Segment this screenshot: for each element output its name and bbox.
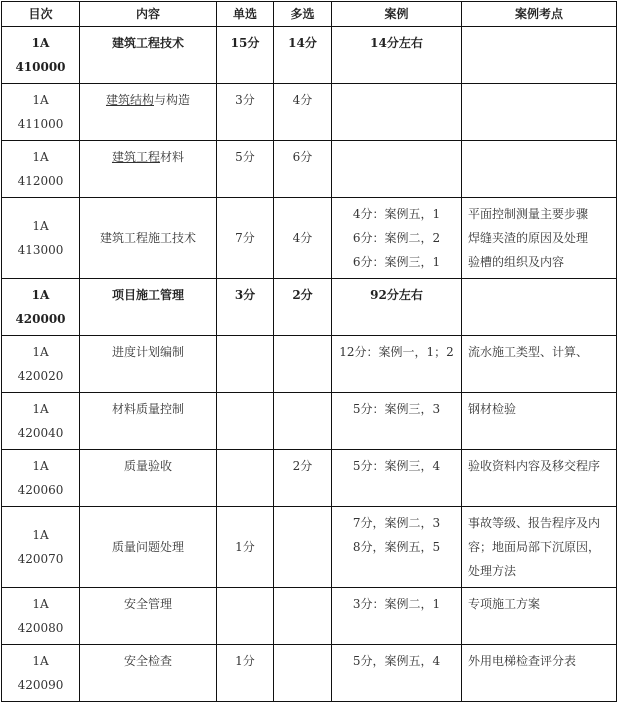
code-prefix: 1A (31, 36, 50, 50)
single-choice-cell: 7分 (217, 198, 274, 279)
content-cell (80, 141, 217, 198)
cases-cell (332, 450, 462, 507)
cases-cell (332, 27, 462, 84)
table-row (2, 198, 617, 279)
single-choice-cell: 15分 (217, 27, 274, 84)
points-cell (462, 393, 617, 450)
single-choice-cell: 1分 (217, 507, 274, 588)
code-cell (2, 450, 80, 507)
points-cell (462, 588, 617, 645)
table-row (2, 27, 617, 84)
code-number: 420090 (17, 678, 64, 692)
code-prefix: 1A (32, 402, 49, 416)
exam-summary-table (1, 1, 617, 702)
header-points: 案例考点 (462, 2, 617, 27)
cases-cell (332, 336, 462, 393)
header-code: 目次 (2, 2, 80, 27)
case-line: 6分：案例三，1 (352, 255, 441, 269)
points-cell (462, 84, 617, 141)
single-choice-cell (217, 393, 274, 450)
code-cell (2, 645, 80, 702)
cases-cell (332, 198, 462, 279)
code-prefix: 1A (32, 654, 49, 668)
cases-cell (332, 393, 462, 450)
point-line: 容；地面局部下沉原因， (468, 540, 601, 554)
single-choice-cell (217, 336, 274, 393)
code-cell (2, 141, 80, 198)
case-line: 14分左右 (370, 36, 423, 50)
point-line: 焊缝夹渣的原因及处理 (468, 231, 589, 245)
code-number: 420060 (17, 483, 64, 497)
code-number: 413000 (17, 243, 64, 257)
points-cell (462, 279, 617, 336)
case-line: 92分左右 (370, 288, 423, 302)
case-line: 12分：案例一，1；2 (339, 345, 454, 359)
table-row (2, 336, 617, 393)
single-choice-cell: 3分 (217, 279, 274, 336)
case-line: 4分：案例五，1 (352, 207, 441, 221)
table-row (2, 645, 617, 702)
content-link[interactable]: 建筑工程 (111, 150, 160, 164)
points-cell (462, 198, 617, 279)
code-number: 420040 (17, 426, 64, 440)
case-line: 5分：案例三，3 (352, 402, 441, 416)
code-prefix: 1A (32, 459, 49, 473)
points-cell (462, 507, 617, 588)
point-line: 验收资料内容及移交程序 (468, 459, 601, 473)
code-prefix: 1A (32, 528, 49, 542)
case-line: 6分：案例二，2 (352, 231, 441, 245)
multi-choice-cell: 2分 (274, 450, 332, 507)
table-row (2, 84, 617, 141)
point-line: 流水施工类型、计算、 (468, 345, 589, 359)
code-number: 410000 (15, 60, 66, 74)
header-cases: 案例 (332, 2, 462, 27)
content-cell: 建筑工程技术 (80, 27, 217, 84)
code-prefix: 1A (32, 345, 49, 359)
code-number: 412000 (17, 174, 64, 188)
multi-choice-cell: 14分 (274, 27, 332, 84)
cases-cell (332, 279, 462, 336)
points-cell (462, 450, 617, 507)
code-number: 420070 (17, 552, 64, 566)
multi-choice-cell (274, 588, 332, 645)
single-choice-cell: 1分 (217, 645, 274, 702)
code-cell (2, 507, 80, 588)
multi-choice-cell: 6分 (274, 141, 332, 198)
point-line: 钢材检验 (468, 402, 517, 416)
point-line: 专项施工方案 (468, 597, 541, 611)
cases-cell (332, 141, 462, 198)
header-multi: 多选 (274, 2, 332, 27)
cases-cell (332, 84, 462, 141)
case-line: 5分，案例五，4 (352, 654, 441, 668)
content-text: 与构造 (154, 93, 191, 107)
code-cell (2, 84, 80, 141)
table-row (2, 141, 617, 198)
code-cell (2, 279, 80, 336)
cases-cell (332, 645, 462, 702)
header-content: 内容 (80, 2, 217, 27)
code-number: 411000 (17, 117, 64, 131)
content-cell: 项目施工管理 (80, 279, 217, 336)
table-row (2, 507, 617, 588)
case-line: 7分，案例二，3 (352, 516, 441, 530)
code-number: 420080 (17, 621, 64, 635)
code-cell (2, 393, 80, 450)
multi-choice-cell: 4分 (274, 198, 332, 279)
content-cell: 建筑工程施工技术 (80, 198, 217, 279)
point-line: 处理方法 (468, 564, 517, 578)
multi-choice-cell (274, 507, 332, 588)
table-row (2, 450, 617, 507)
header-row (2, 2, 617, 27)
cases-cell (332, 588, 462, 645)
multi-choice-cell (274, 645, 332, 702)
content-cell: 进度计划编制 (80, 336, 217, 393)
point-line: 事故等级、报告程序及内 (468, 516, 601, 530)
code-cell (2, 588, 80, 645)
code-prefix: 1A (31, 288, 50, 302)
content-cell: 质量验收 (80, 450, 217, 507)
multi-choice-cell: 4分 (274, 84, 332, 141)
code-number: 420000 (15, 312, 66, 326)
content-cell: 安全管理 (80, 588, 217, 645)
content-link[interactable]: 建筑结构 (105, 93, 154, 107)
code-prefix: 1A (32, 150, 49, 164)
table-row (2, 279, 617, 336)
content-text: 材料 (160, 150, 185, 164)
content-cell: 材料质量控制 (80, 393, 217, 450)
content-cell (80, 84, 217, 141)
single-choice-cell (217, 588, 274, 645)
code-prefix: 1A (32, 597, 49, 611)
content-cell: 安全检查 (80, 645, 217, 702)
code-prefix: 1A (32, 219, 49, 233)
points-cell (462, 645, 617, 702)
cases-cell (332, 507, 462, 588)
multi-choice-cell (274, 393, 332, 450)
point-line: 平面控制测量主要步骤 (468, 207, 589, 221)
single-choice-cell: 3分 (217, 84, 274, 141)
multi-choice-cell (274, 336, 332, 393)
single-choice-cell (217, 450, 274, 507)
code-cell (2, 198, 80, 279)
code-number: 420020 (17, 369, 64, 383)
multi-choice-cell: 2分 (274, 279, 332, 336)
case-line: 3分：案例二，1 (352, 597, 441, 611)
points-cell (462, 336, 617, 393)
header-single: 单选 (217, 2, 274, 27)
table-row (2, 393, 617, 450)
point-line: 外用电梯检查评分表 (468, 654, 577, 668)
single-choice-cell: 5分 (217, 141, 274, 198)
content-cell: 质量问题处理 (80, 507, 217, 588)
points-cell (462, 27, 617, 84)
points-cell (462, 141, 617, 198)
point-line: 验槽的组织及内容 (468, 255, 565, 269)
code-prefix: 1A (32, 93, 49, 107)
case-line: 5分：案例三，4 (352, 459, 441, 473)
code-cell (2, 336, 80, 393)
table-row (2, 588, 617, 645)
code-cell (2, 27, 80, 84)
case-line: 8分，案例五，5 (352, 540, 441, 554)
